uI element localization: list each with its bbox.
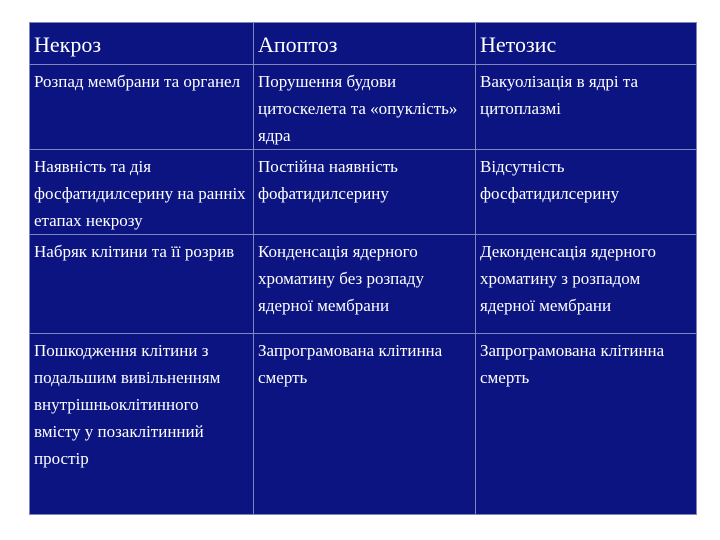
table-cell: Порушення будови цитоскелета та «опуклість» ядра — [254, 65, 476, 150]
header-netosis: Нетозис — [476, 23, 697, 65]
table-cell: Постійна наявність фофатидилсерину — [254, 150, 476, 235]
comparison-table — [29, 22, 697, 515]
table-cell: Запрограмована клітинна смерть — [476, 334, 697, 515]
table-cell: Конденсація ядерного хроматину без розпаду ядерної мембрани — [254, 235, 476, 334]
table-row — [30, 65, 697, 150]
table-row — [30, 235, 697, 334]
table-row — [30, 150, 697, 235]
header-necrosis: Некроз — [30, 23, 254, 65]
table-row — [30, 334, 697, 515]
table-cell: Запрограмована клітинна смерть — [254, 334, 476, 515]
table-cell: Розпад мембрани та органел — [30, 65, 254, 150]
table-header-row — [30, 23, 697, 65]
table-cell: Пошкодження клітини з подальшим вивільненням внутрішньоклітинного вмісту у позаклітинний простір — [30, 334, 254, 515]
table-cell: Наявність та дія фосфатидилсерину на ранніх етапах некрозу — [30, 150, 254, 235]
header-apoptosis: Апоптоз — [254, 23, 476, 65]
table-cell: Набряк клітини та її розрив — [30, 235, 254, 334]
table-cell: Відсутність фосфатидилсерину — [476, 150, 697, 235]
table-cell: Деконденсація ядерного хроматину з розпадом ядерної мембрани — [476, 235, 697, 334]
table-cell: Вакуолізація в ядрі та цитоплазмі — [476, 65, 697, 150]
